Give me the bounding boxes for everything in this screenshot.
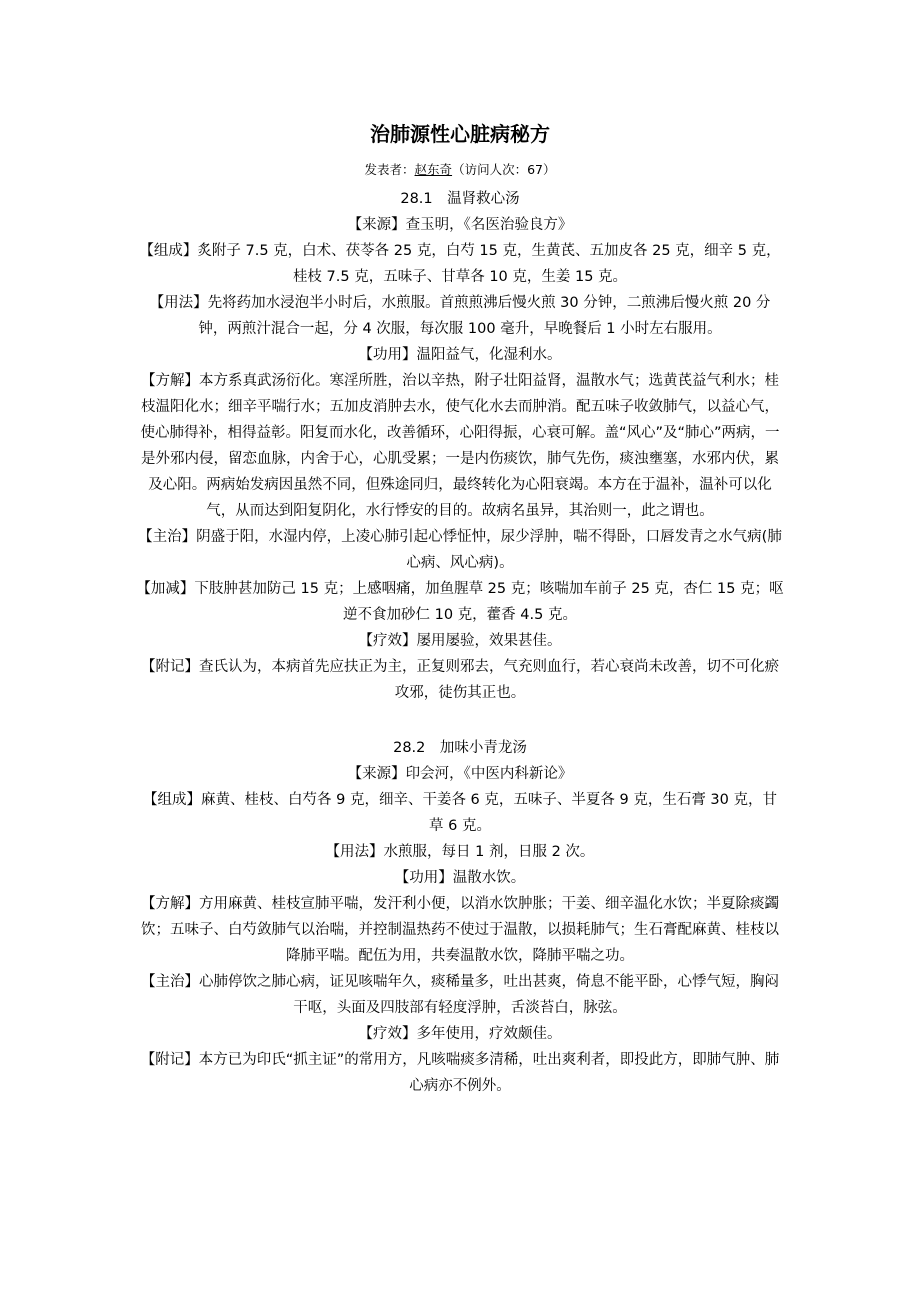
author-link[interactable]: 赵东奇 [414, 162, 453, 177]
recipe-section-28-2 [136, 735, 784, 1099]
explanation-paragraph: 【方解】方用麻黄、桂枝宣肺平喘，发汗利小便，以消水饮肿胀；干姜、细辛温化水饮；半夏除痰蠲饮；五味子、白芍敛肺气以治喘，并控制温热药不使过于温散，以损耗肺气；生石膏配麻黄、桂枝以降肺平喘。配伍为用，共奏温散水饮，降肺平喘之功。 [141, 896, 779, 964]
visit-count: （访问人次：67） [452, 162, 556, 177]
post-meta [136, 160, 784, 180]
document-page [136, 118, 784, 1099]
recipe-section-28-1 [136, 186, 784, 706]
section-heading: 28.2 加味小青龙汤 [393, 740, 527, 756]
function-paragraph: 【功用】温阳益气，化湿利水。 [358, 347, 562, 363]
explanation-paragraph: 【方解】本方系真武汤衍化。寒淫所胜，治以辛热，附子壮阳益肾，温散水气；选黄芪益气利水；桂枝温阳化水；细辛平喘行水；五加皮消肿去水，使气化水去而肿消。配五味子收敛肺气，以益心气，使心肺得补，相得益彰。阳复而水化，改善循环，心阳得振，心衰可解。盖“风心”及“肺心”两病，一是外邪内侵，留恋血脉，内舍于心，心肌受累；一是内伤痰饮，肺气先伤，痰浊壅塞，水邪内伏，累及心阳。两病始发病因虽然不同，但殊途同归，最终转化为心阳衰竭。本方在于温补，温补可以化气，从而达到阳复阴化，水行悸安的目的。故病名虽异，其治则一，此之谓也。 [140, 373, 780, 519]
source-paragraph: 【来源】查玉明，《名医治验良方》 [347, 217, 573, 233]
indication-paragraph: 【主治】阴盛于阳，水湿内停，上凌心肺引起心悸怔忡，尿少浮肿，喘不得卧，口唇发青之水气病(肺心病、风心病)。 [138, 529, 782, 571]
usage-paragraph: 【用法】水煎服，每日 1 剂，日服 2 次。 [325, 844, 595, 860]
notes-paragraph: 【附记】本方已为印氏“抓主证”的常用方，凡咳喘痰多清稀，吐出爽利者，即投此方，即肺气肿、肺心病亦不例外。 [140, 1052, 780, 1094]
usage-paragraph: 【用法】先将药加水浸泡半小时后，水煎服。首煎煎沸后慢火煎 30 分钟，二煎沸后慢火煎 20 分钟，两煎汁混合一起，分 4 次服，每次服 100 毫升，早晚餐后 1 小时左右服用。 [149, 295, 771, 337]
composition-paragraph: 【组成】炙附子 7.5 克，白术、茯苓各 25 克，白芍 15 克，生黄芪、五加皮各 25 克，细辛 5 克，桂枝 7.5 克，五味子、甘草各 10 克，生姜 15 克。 [139, 243, 781, 285]
section-heading: 28.1 温肾救心汤 [400, 191, 520, 207]
document-title: 治肺源性心脏病秘方 [370, 122, 550, 146]
author-prefix: 发表者： [364, 162, 415, 177]
function-paragraph: 【功用】温散水饮。 [394, 870, 526, 886]
source-paragraph: 【来源】印会河，《中医内科新论》 [347, 766, 573, 782]
modification-paragraph: 【加减】下肢肿甚加防己 15 克；上感咽痛，加鱼腥草 25 克；咳喘加车前子 25 克，杏仁 15 克；呕逆不食加砂仁 10 克，藿香 4.5 克。 [136, 581, 784, 623]
efficacy-paragraph: 【疗效】多年使用，疗效颇佳。 [358, 1026, 562, 1042]
notes-paragraph: 【附记】查氏认为，本病首先应扶正为主，正复则邪去，气充则血行，若心衰尚未改善，切不可化瘀攻邪，徒伤其正也。 [141, 659, 779, 701]
indication-paragraph: 【主治】心肺停饮之肺心病，证见咳喘年久，痰稀量多，吐出甚爽，倚息不能平卧，心悸气短，胸闷干呕，头面及四肢部有轻度浮肿，舌淡苔白，脉弦。 [141, 974, 779, 1016]
section-spacer [136, 706, 784, 735]
composition-paragraph: 【组成】麻黄、桂枝、白芍各 9 克，细辛、干姜各 6 克，五味子、半夏各 9 克，生石膏 30 克，甘草 6 克。 [143, 792, 777, 834]
efficacy-paragraph: 【疗效】屡用屡验，效果甚佳。 [358, 633, 562, 649]
